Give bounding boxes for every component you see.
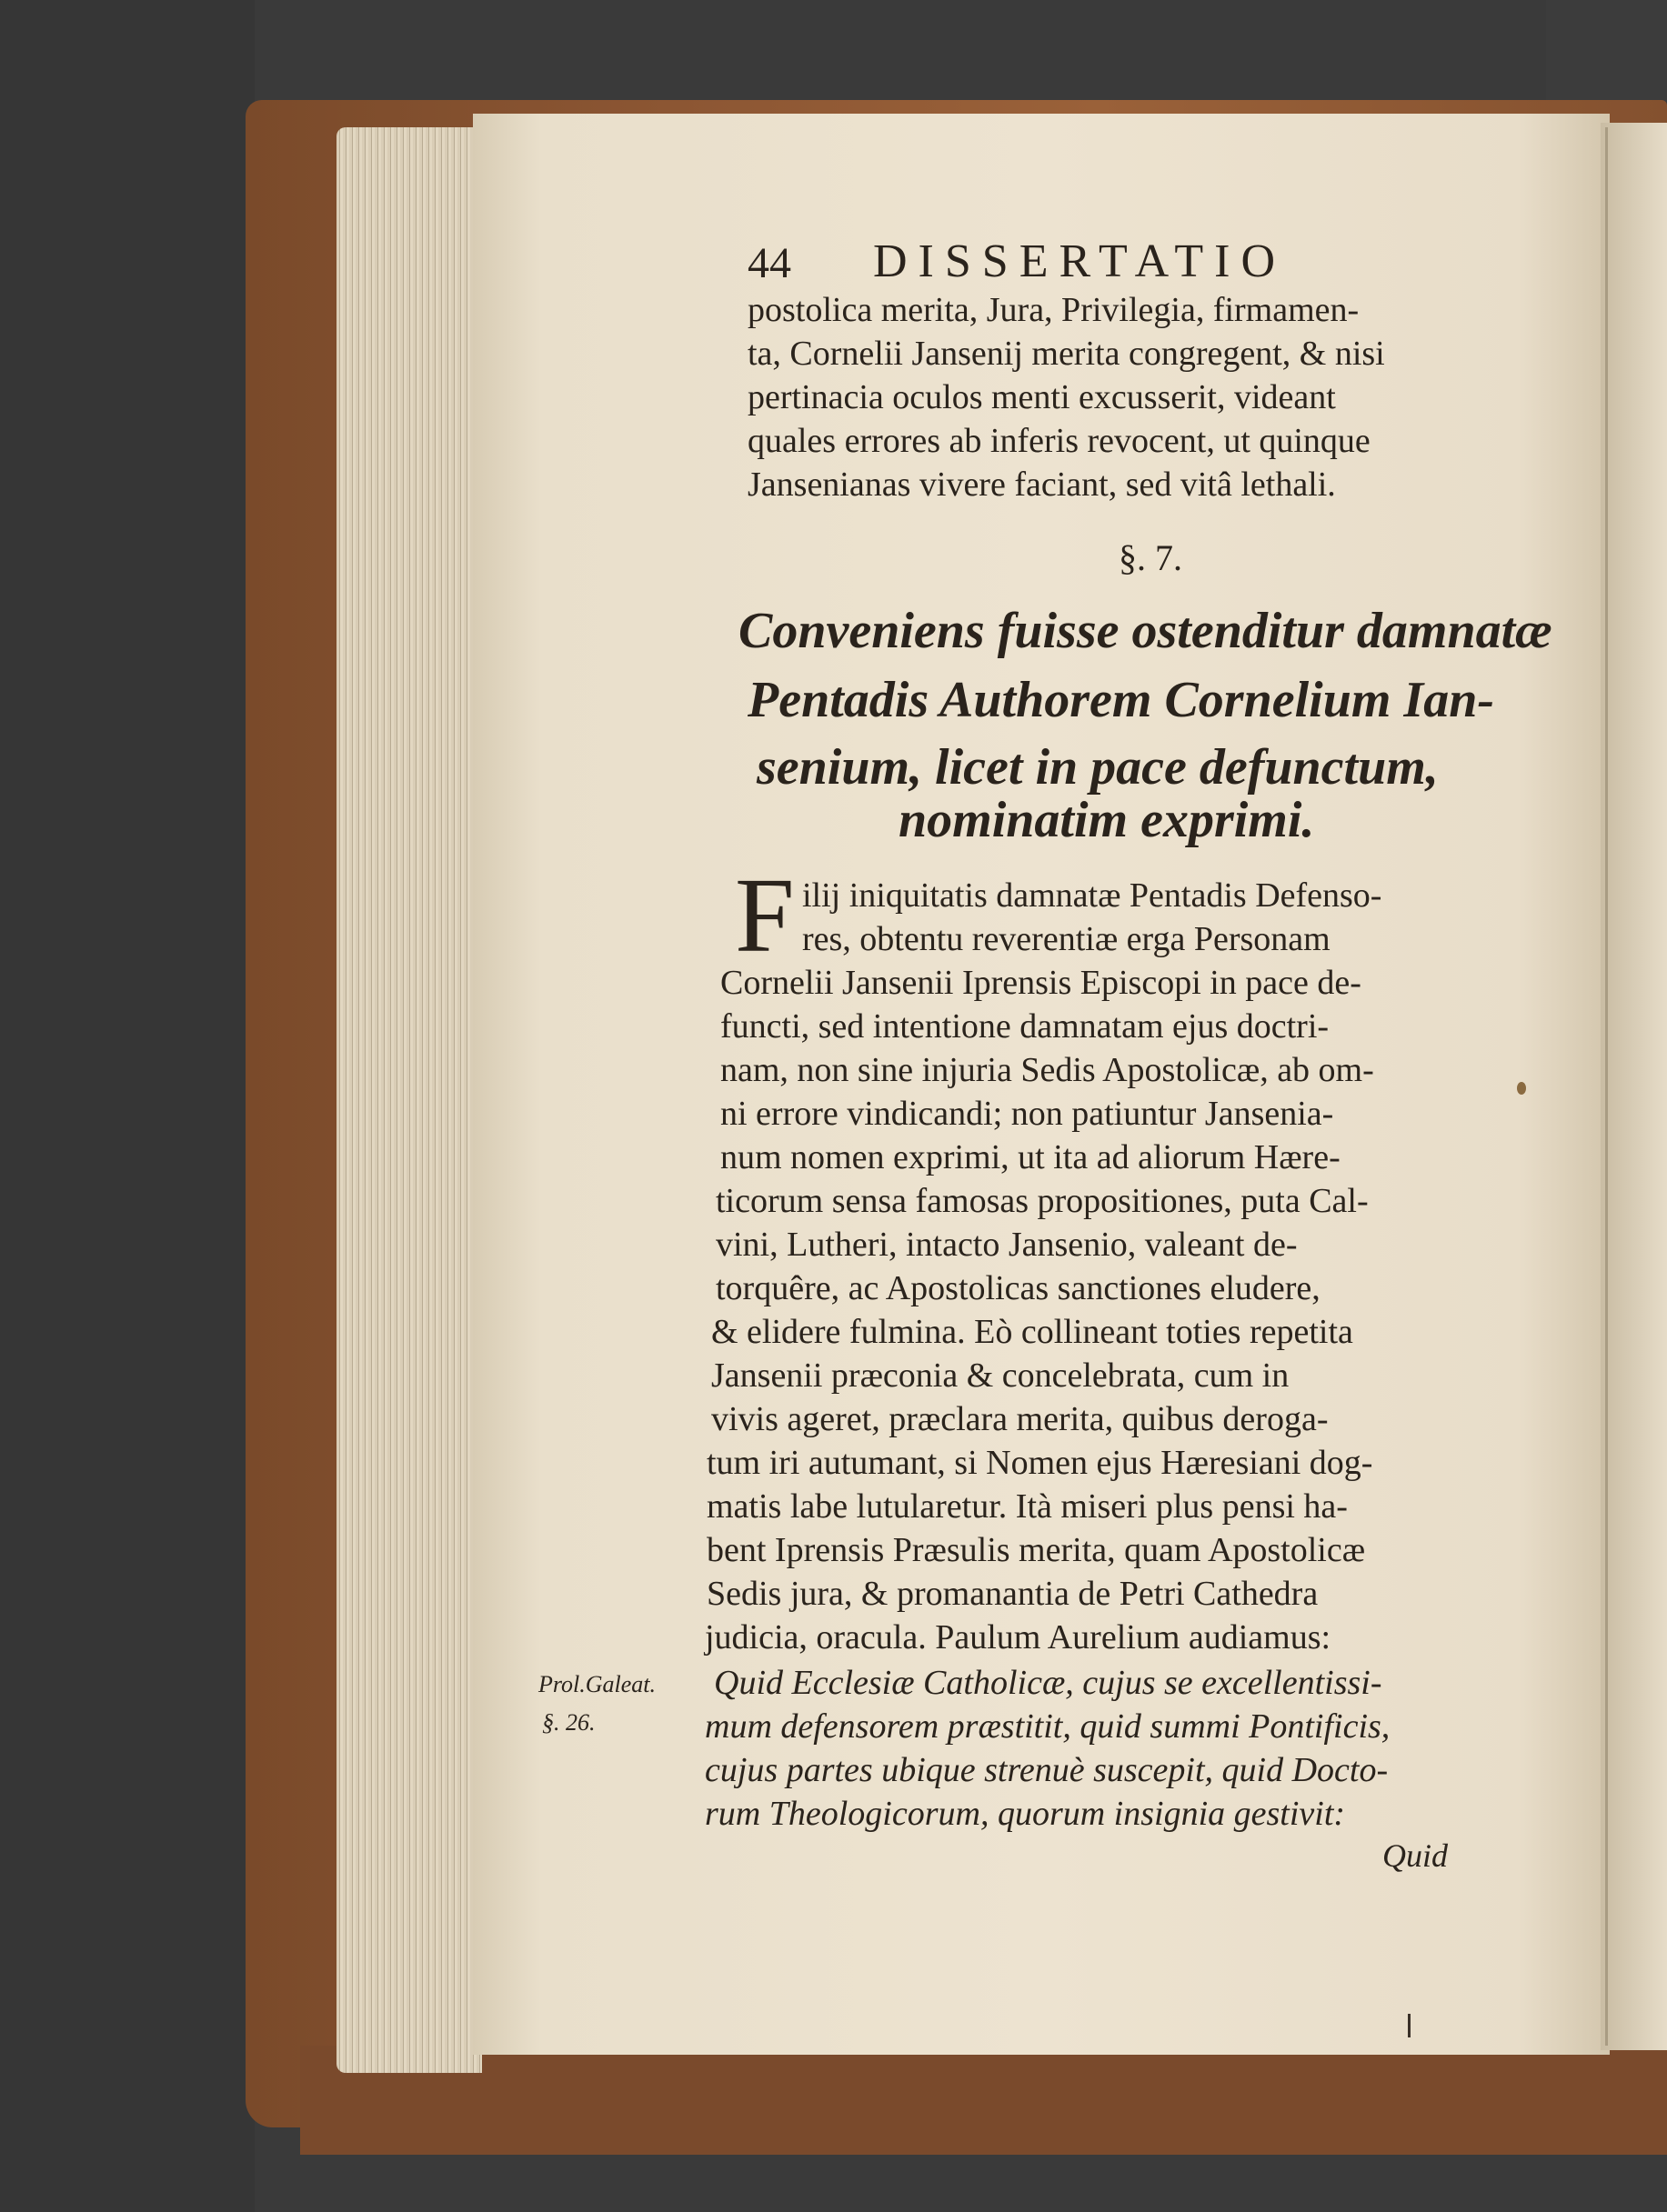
background-left — [0, 0, 255, 2212]
body-line: vivis ageret, præclara merita, quibus deroga- — [711, 1400, 1329, 1438]
facing-page-edge — [1601, 123, 1667, 2050]
section-heading-line: Pentadis Authorem Cornelium Ian- — [748, 672, 1494, 728]
section-mark: §. 7. — [1119, 537, 1182, 578]
body-line: functi, sed intentione damnatam ejus doctri- — [720, 1007, 1330, 1046]
section-heading-line: Conveniens fuisse ostenditur damnatæ — [738, 603, 1552, 659]
text-line: quales errores ab inferis revocent, ut quinque — [748, 422, 1371, 460]
margin-note: §. 26. — [542, 1709, 596, 1736]
quotation-line: mum defensorem præstitit, quid summi Pontificis, — [705, 1707, 1391, 1746]
body-line: ticorum sensa famosas propositiones, puta Cal- — [716, 1182, 1369, 1220]
background-right — [1546, 0, 1667, 109]
body-line: nam, non sine injuria Sedis Apostolicæ, ab om- — [720, 1051, 1374, 1089]
running-title: DISSERTATIO — [873, 235, 1287, 287]
quotation-line: cujus partes ubique strenuè suscepit, quid Docto- — [705, 1751, 1389, 1789]
book-cover-bottom — [300, 2046, 1667, 2155]
section-heading-line: senium, licet in pace defunctum, — [757, 739, 1439, 796]
catchword: Quid — [1382, 1837, 1448, 1874]
body-line: tum iri autumant, si Nomen ejus Hæresiani dog- — [707, 1444, 1373, 1482]
gutter-line — [1605, 127, 1608, 2046]
page-edges — [336, 127, 482, 2073]
stain-mark — [1517, 1082, 1526, 1095]
body-line: matis labe lutularetur. Ità miseri plus pensi ha- — [707, 1487, 1348, 1526]
body-line: bent Iprensis Præsulis merita, quam Apostolicæ — [707, 1531, 1366, 1569]
body-line: ilij iniquitatis damnatæ Pentadis Defenso- — [802, 876, 1382, 915]
body-line: vini, Lutheri, intacto Jansenio, valeant de- — [716, 1226, 1298, 1264]
body-line: judicia, oracula. Paulum Aurelium audiamus: — [705, 1618, 1331, 1656]
text-line: pertinacia oculos menti excusserit, videant — [748, 378, 1336, 416]
text-line: ta, Cornelii Jansenij merita congregent, & nisi — [748, 335, 1385, 373]
body-line: Cornelii Jansenii Iprensis Episcopi in pace de- — [720, 964, 1361, 1002]
body-line: Sedis jura, & promanantia de Petri Cathedra — [707, 1575, 1319, 1613]
section-heading-line: nominatim exprimi. — [899, 792, 1315, 848]
body-line: & elidere fulmina. Eò collineant toties repetita — [711, 1313, 1353, 1351]
page-number: 44 — [748, 239, 791, 287]
text-line: Jansenianas vivere faciant, sed vitâ lethali. — [748, 465, 1336, 504]
quotation-line: Quid Ecclesiæ Catholicæ, cujus se excellentissi- — [714, 1664, 1382, 1702]
drop-cap: F — [735, 856, 795, 975]
body-line: torquêre, ac Apostolicas sanctiones eludere, — [716, 1269, 1321, 1307]
body-line: ni errore vindicandi; non patiuntur Jansenia- — [720, 1095, 1334, 1133]
body-line: Jansenii præconia & concelebrata, cum in — [711, 1356, 1290, 1395]
margin-note: Prol.Galeat. — [538, 1671, 657, 1697]
body-line: num nomen exprimi, ut ita ad aliorum Hære- — [720, 1138, 1341, 1176]
body-line: res, obtentu reverentiæ erga Personam — [802, 920, 1331, 958]
page-mark — [1408, 2014, 1411, 2037]
quotation-line: rum Theologicorum, quorum insignia gestivit: — [705, 1795, 1346, 1833]
text-line: postolica merita, Jura, Privilegia, firmamen- — [748, 291, 1360, 329]
